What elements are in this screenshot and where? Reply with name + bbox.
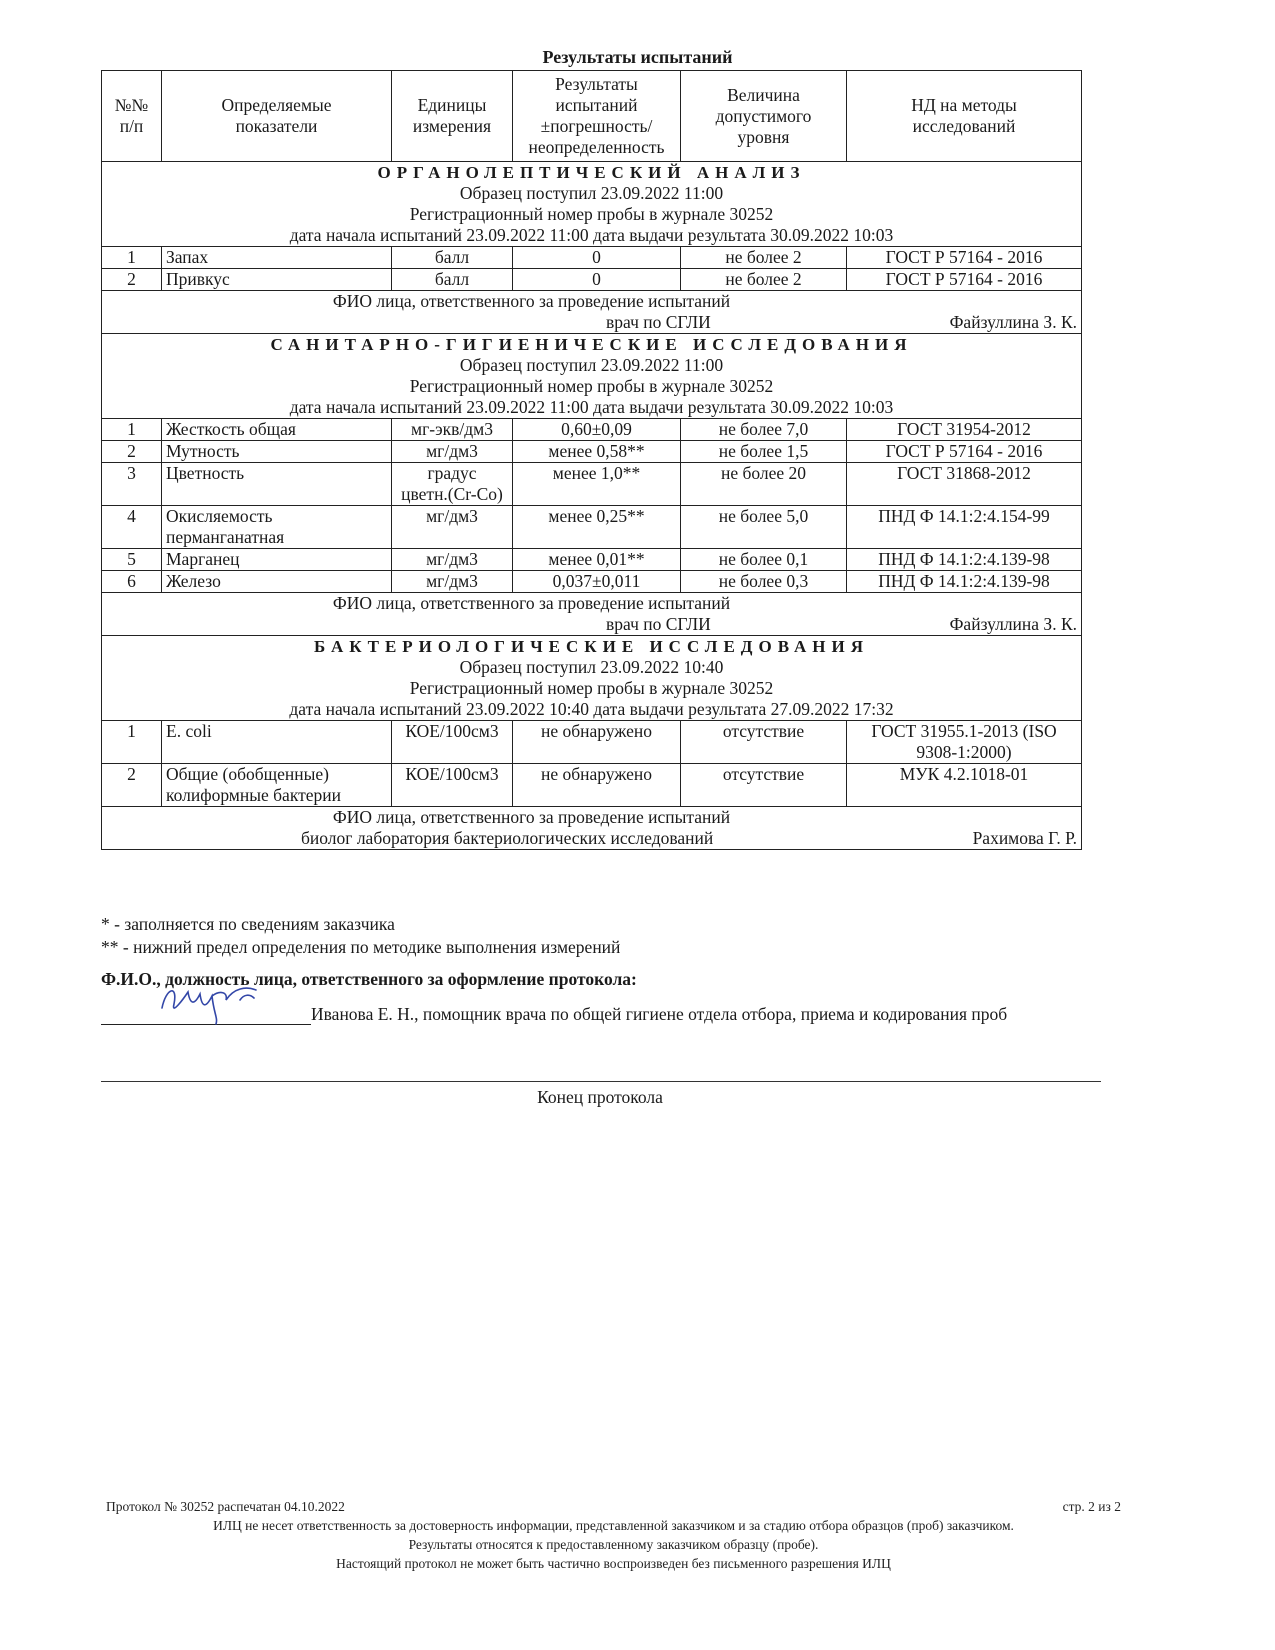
sample-received: Образец поступил 23.09.2022 11:00	[459, 183, 724, 203]
row-number: 1	[102, 419, 162, 441]
section-title: ОРГАНОЛЕПТИЧЕСКИЙ АНАЛИЗ	[377, 163, 806, 182]
responsible-person	[102, 593, 1082, 636]
footnote-detection-limit: ** - нижний предел определения по методике выполнения измерений	[101, 937, 621, 957]
responsible-label: ФИО лица, ответственного за проведение испытаний	[332, 807, 731, 827]
section-header-row	[102, 636, 1082, 721]
author-text: Иванова Е. Н., помощник врача по общей гигиене отдела отбора, приема и кодирования проб	[311, 1004, 1008, 1024]
unit: КОЕ/100см3	[392, 721, 513, 764]
section-title: БАКТЕРИОЛОГИЧЕСКИЕ ИССЛЕДОВАНИЯ	[314, 637, 869, 656]
row-number: 2	[102, 269, 162, 291]
footer-disclaimer-1: ИЛЦ не несет ответственность за достоверность информации, представленной заказчиком и за стадию отбора образцов (проб) заказчиком.	[213, 1518, 1014, 1533]
registration-number: Регистрационный номер пробы в журнале 30252	[409, 376, 774, 396]
responsible-details	[106, 614, 1077, 635]
row-number: 6	[102, 571, 162, 593]
page-title: Результаты испытаний	[542, 47, 733, 67]
footnotes	[101, 913, 620, 959]
permissible-limit: не более 0,3	[681, 571, 847, 593]
responsible-position: врач по СГЛИ	[606, 614, 711, 634]
method-standard: ГОСТ Р 57164 - 2016	[847, 269, 1082, 291]
method-standard: ГОСТ 31868-2012	[847, 463, 1082, 506]
table-row	[102, 247, 1082, 269]
unit: градус цветн.(Cr-Co)	[392, 463, 513, 506]
indicator-name: Привкус	[162, 269, 392, 291]
table-row	[102, 506, 1082, 549]
method-standard: ГОСТ Р 57164 - 2016	[847, 441, 1082, 463]
row-number: 2	[102, 441, 162, 463]
responsible-row	[102, 291, 1082, 334]
registration-number: Регистрационный номер пробы в журнале 30252	[409, 678, 774, 698]
signature-line	[101, 1006, 311, 1025]
test-dates: дата начала испытаний 23.09.2022 11:00 дата выдачи результата 30.09.2022 10:03	[289, 225, 894, 245]
method-standard: ПНД Ф 14.1:2:4.154-99	[847, 506, 1082, 549]
table-row	[102, 269, 1082, 291]
result-value: менее 1,0**	[513, 463, 681, 506]
footer-page-number: стр. 2 из 2	[1062, 1499, 1121, 1514]
sample-received: Образец поступил 23.09.2022 10:40	[459, 657, 724, 677]
results-body	[102, 162, 1082, 850]
section-title: САНИТАРНО-ГИГИЕНИЧЕСКИЕ ИССЛЕДОВАНИЯ	[270, 335, 913, 354]
result-value: менее 0,01**	[513, 549, 681, 571]
result-value: 0,60±0,09	[513, 419, 681, 441]
result-value: не обнаружено	[513, 764, 681, 807]
result-value: 0,037±0,011	[513, 571, 681, 593]
table-row	[102, 571, 1082, 593]
author-heading: Ф.И.О., должность лица, ответственного за оформление протокола:	[101, 969, 637, 989]
indicator-name: Окисляемость перманганатная	[162, 506, 392, 549]
table-row	[102, 419, 1082, 441]
permissible-limit: не более 5,0	[681, 506, 847, 549]
section-header-row	[102, 334, 1082, 419]
responsible-details	[106, 312, 1077, 333]
indicator-name: Марганец	[162, 549, 392, 571]
section-header	[102, 334, 1082, 419]
header-row	[102, 71, 1082, 162]
permissible-limit: отсутствие	[681, 721, 847, 764]
results-table	[101, 70, 1082, 850]
method-standard: ПНД Ф 14.1:2:4.139-98	[847, 571, 1082, 593]
table-row	[102, 441, 1082, 463]
responsible-name: Файзуллина З. К.	[949, 312, 1077, 332]
indicator-name: Запах	[162, 247, 392, 269]
method-standard: ГОСТ 31955.1-2013 (ISO 9308-1:2000)	[847, 721, 1082, 764]
result-value: 0	[513, 269, 681, 291]
responsible-person	[102, 291, 1082, 334]
permissible-limit: не более 1,5	[681, 441, 847, 463]
responsible-label: ФИО лица, ответственного за проведение испытаний	[332, 593, 731, 613]
unit: балл	[392, 247, 513, 269]
sample-received: Образец поступил 23.09.2022 11:00	[459, 355, 724, 375]
indicator-name: Цветность	[162, 463, 392, 506]
header-result: Результаты испытаний ±погрешность/ неопределенность	[513, 71, 681, 162]
header-indicator: Определяемые показатели	[162, 71, 392, 162]
section-header-row	[102, 162, 1082, 247]
method-standard: ГОСТ Р 57164 - 2016	[847, 247, 1082, 269]
header-num: №№ п/п	[102, 71, 162, 162]
header-method: НД на методы исследований	[847, 71, 1082, 162]
responsible-person	[102, 807, 1082, 850]
permissible-limit: отсутствие	[681, 764, 847, 807]
responsible-details	[106, 828, 1077, 849]
table-row	[102, 764, 1082, 807]
unit: КОЕ/100см3	[392, 764, 513, 807]
registration-number: Регистрационный номер пробы в журнале 30252	[409, 204, 774, 224]
indicator-name: Общие (обобщенные) колиформные бактерии	[162, 764, 392, 807]
permissible-limit: не более 2	[681, 269, 847, 291]
indicator-name: Мутность	[162, 441, 392, 463]
unit: мг/дм3	[392, 441, 513, 463]
row-number: 1	[102, 721, 162, 764]
end-of-protocol-label: Конец протокола	[537, 1087, 663, 1107]
permissible-limit: не более 0,1	[681, 549, 847, 571]
unit: мг-экв/дм3	[392, 419, 513, 441]
row-number: 1	[102, 247, 162, 269]
method-standard: ПНД Ф 14.1:2:4.139-98	[847, 549, 1082, 571]
responsible-position: врач по СГЛИ	[606, 312, 711, 332]
row-number: 5	[102, 549, 162, 571]
signature-icon	[156, 978, 266, 1026]
row-number: 2	[102, 764, 162, 807]
test-dates: дата начала испытаний 23.09.2022 10:40 дата выдачи результата 27.09.2022 17:32	[289, 699, 894, 719]
responsible-name: Файзуллина З. К.	[949, 614, 1077, 634]
footer-printed: Протокол № 30252 распечатан 04.10.2022	[106, 1499, 345, 1514]
end-rule	[101, 1081, 1101, 1082]
indicator-name: Железо	[162, 571, 392, 593]
row-number: 4	[102, 506, 162, 549]
header-limit: Величина допустимого уровня	[681, 71, 847, 162]
table-row	[102, 549, 1082, 571]
indicator-name: Жесткость общая	[162, 419, 392, 441]
header-units: Единицы измерения	[392, 71, 513, 162]
permissible-limit: не более 2	[681, 247, 847, 269]
section-header	[102, 162, 1082, 247]
responsible-row	[102, 807, 1082, 850]
author-line	[101, 1004, 1007, 1025]
unit: мг/дм3	[392, 506, 513, 549]
result-value: не обнаружено	[513, 721, 681, 764]
responsible-row	[102, 593, 1082, 636]
section-header	[102, 636, 1082, 721]
unit: балл	[392, 269, 513, 291]
permissible-limit: не более 7,0	[681, 419, 847, 441]
unit: мг/дм3	[392, 549, 513, 571]
method-standard: МУК 4.2.1018-01	[847, 764, 1082, 807]
result-value: 0	[513, 247, 681, 269]
footer-disclaimer-2: Результаты относятся к предоставленному заказчиком образцу (пробе).	[408, 1537, 819, 1552]
table-row	[102, 721, 1082, 764]
footnote-customer: * - заполняется по сведениям заказчика	[101, 914, 395, 934]
result-value: менее 0,58**	[513, 441, 681, 463]
responsible-label: ФИО лица, ответственного за проведение испытаний	[332, 291, 731, 311]
footer-disclaimer-3: Настоящий протокол не может быть частично воспроизведен без письменного разрешения ИЛЦ	[336, 1556, 891, 1571]
test-dates: дата начала испытаний 23.09.2022 11:00 дата выдачи результата 30.09.2022 10:03	[289, 397, 894, 417]
result-value: менее 0,25**	[513, 506, 681, 549]
responsible-position: биолог лаборатория бактериологических исследований	[301, 828, 714, 848]
permissible-limit: не более 20	[681, 463, 847, 506]
responsible-name: Рахимова Г. Р.	[972, 828, 1077, 848]
indicator-name: E. coli	[162, 721, 392, 764]
row-number: 3	[102, 463, 162, 506]
table-row	[102, 463, 1082, 506]
page-footer	[106, 1497, 1121, 1573]
unit: мг/дм3	[392, 571, 513, 593]
method-standard: ГОСТ 31954-2012	[847, 419, 1082, 441]
